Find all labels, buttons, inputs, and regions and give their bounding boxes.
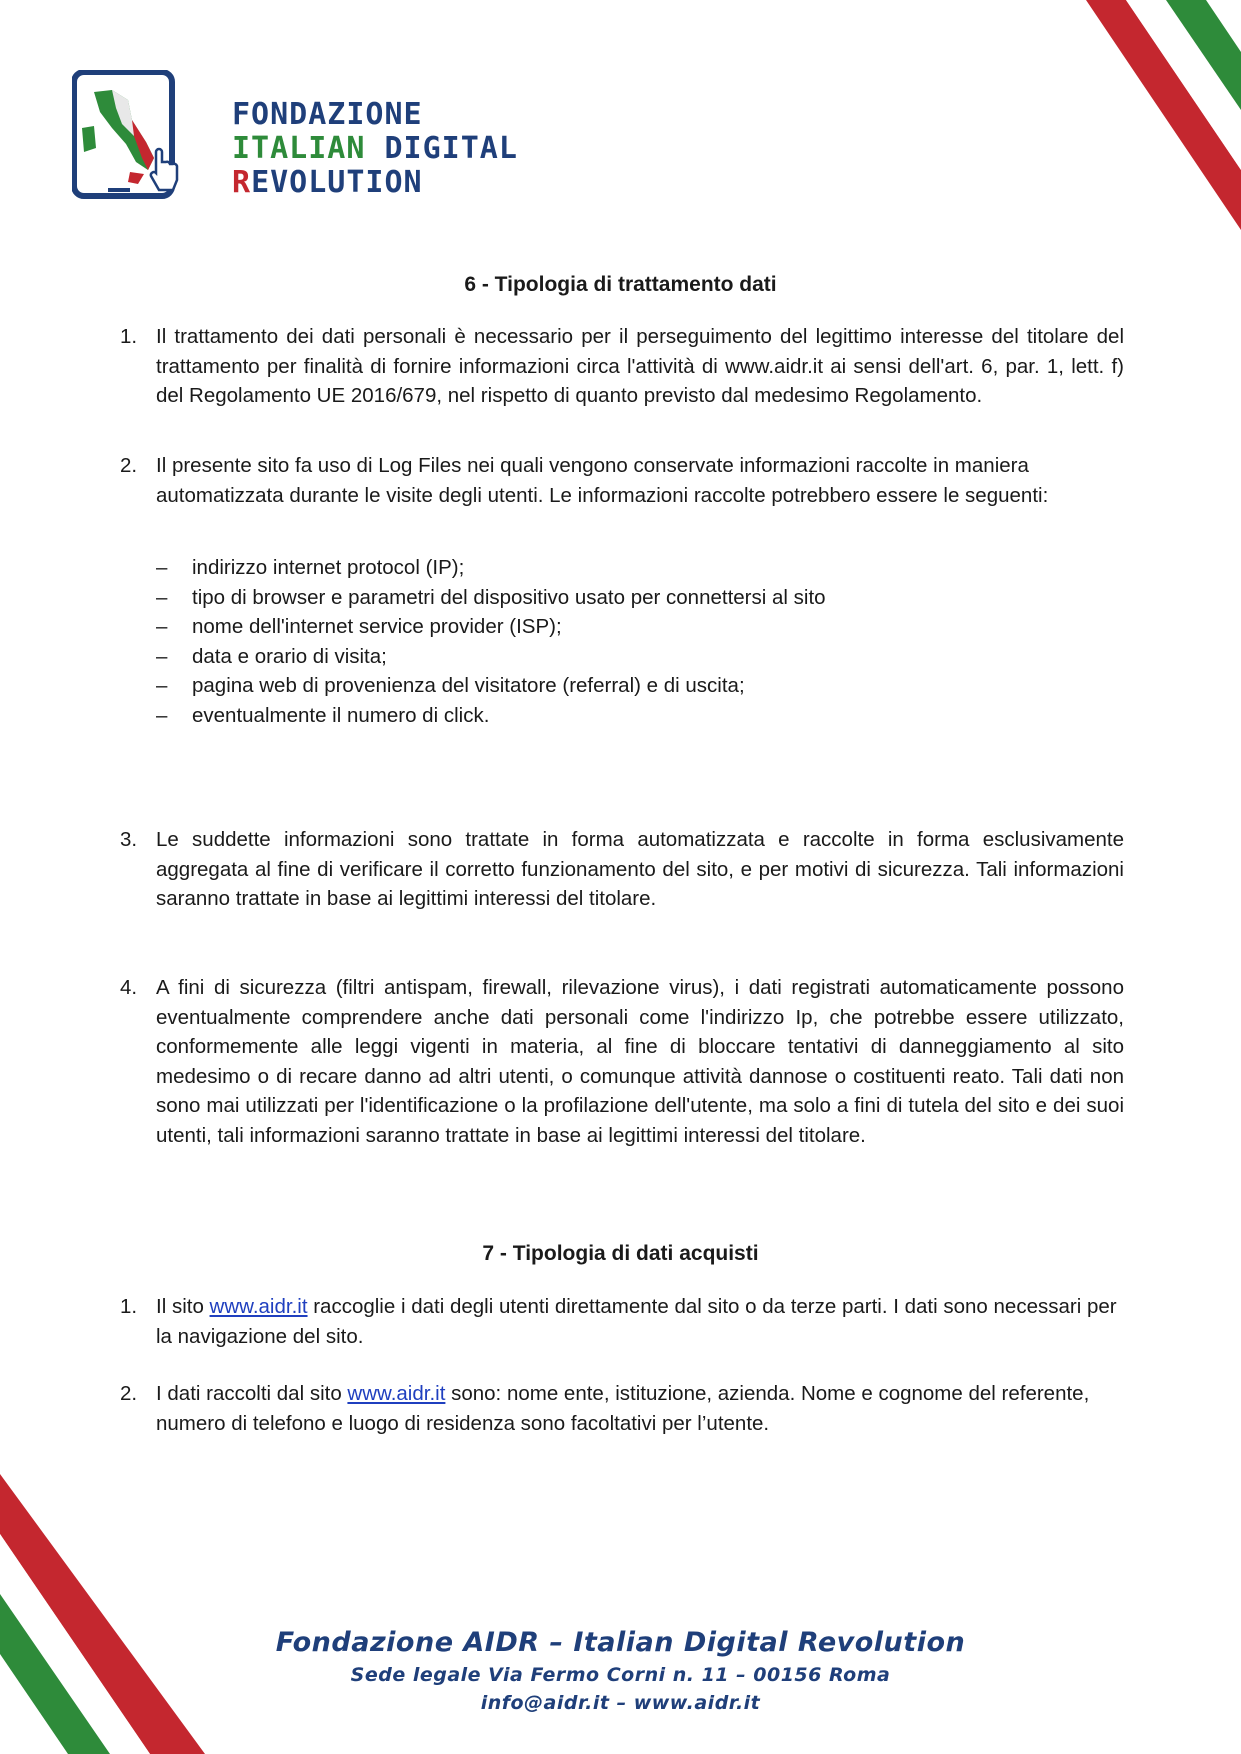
- bullet-item: [156, 612, 1116, 642]
- dash-icon: –: [156, 615, 168, 638]
- list-item-text: [156, 1379, 1124, 1438]
- bullet-text: nome dell'internet service provider (ISP);: [192, 615, 562, 638]
- list-number: 4.: [120, 976, 138, 999]
- bullet-item: [156, 671, 1116, 701]
- list-item: [120, 973, 1124, 1150]
- bullet-text: data e orario di visita;: [192, 644, 387, 668]
- list-item: [120, 451, 1124, 510]
- text-segment: I dati raccolti dal sito: [156, 1382, 348, 1405]
- logo-text-digital: DIGITAL: [384, 131, 518, 166]
- section-6-title: 6 - Tipologia di trattamento dati: [464, 273, 777, 296]
- list-item: [120, 825, 1124, 914]
- bullet-item: [156, 583, 1116, 613]
- text-segment: Il sito: [156, 1295, 210, 1318]
- list-number: 2.: [120, 1382, 138, 1405]
- list-number: 2.: [120, 454, 138, 477]
- bullet-text: indirizzo internet protocol (IP);: [192, 556, 465, 579]
- bullet-item: [156, 553, 1116, 583]
- logo-text-r: R: [232, 165, 252, 200]
- list-item-text: [156, 1292, 1124, 1351]
- bullet-text: pagina web di provenienza del visitatore (referral) e di uscita;: [192, 674, 745, 697]
- dash-icon: –: [156, 644, 168, 668]
- dash-icon: –: [156, 674, 168, 697]
- list-item-text: Il presente sito fa uso di Log Files nei quali vengono conservate informazioni raccolte in maniera automatizzata durante le visite degli utenti. Le informazioni raccolte potrebbero essere le seguenti:: [156, 454, 1049, 507]
- bullet-list: [156, 553, 1116, 730]
- logo-text-revolution: [232, 166, 423, 200]
- logo-text-italian: ITALIAN: [232, 131, 385, 166]
- logo-text-italian-digital: [232, 132, 518, 166]
- text-segment: raccoglie i dati degli utenti direttamente dal sito o da terze parti. I dati sono necessari per la navigazione del sito.: [156, 1295, 1117, 1348]
- bullet-item: [156, 642, 1116, 672]
- footer-address: Sede legale Via Fermo Corni n. 11 – 00156 Roma: [350, 1664, 891, 1686]
- bullet-text: tipo di browser e parametri del dispositivo usato per connettersi al sito: [192, 585, 826, 609]
- logo-text-fondazione: FONDAZIONE: [232, 97, 423, 132]
- list-number: 3.: [120, 828, 138, 851]
- footer-organization-name: Fondazione AIDR – Italian Digital Revolution: [275, 1627, 966, 1658]
- list-item: [120, 1292, 1124, 1351]
- footer-contacts: info@aidr.it – www.aidr.it: [480, 1692, 761, 1714]
- list-item-text: A fini di sicurezza (filtri antispam, firewall, rilevazione virus), i dati registrati automaticamente possono eventualmente comprendere anche dati personali come l'indirizzo Ip, che potrebbe essere utilizzato, conformemente alle leggi vigenti in materia, al fine di bloccare tentativi di danneggiamento al sito medesimo o di recare danno ad altri utenti, o comunque attività dannose o costituenti reato. Tali dati non sono mai utilizzati per l'identificazione o la profilazione dell'utente, ma solo a fini di tutela del sito e dei suoi utenti, tali informazioni saranno trattate in base ai legittimi interessi del titolare.: [156, 976, 1124, 1147]
- list-item: [120, 322, 1124, 411]
- bullet-item: [156, 701, 1116, 731]
- list-number: 1.: [120, 1295, 138, 1318]
- dash-icon: –: [156, 585, 168, 609]
- aidr-link[interactable]: www.aidr.it: [209, 1295, 308, 1318]
- dash-icon: –: [156, 556, 168, 579]
- text-segment: sono: nome ente, istituzione, azienda. Nome e cognome del referente, numero di telefono e luogo di residenza sono facoltativi per l’utente.: [156, 1382, 1090, 1435]
- bullet-text: eventualmente il numero di click.: [192, 703, 490, 727]
- list-number: 1.: [120, 325, 138, 348]
- dash-icon: –: [156, 703, 168, 727]
- italy-tablet-logo-icon: [72, 70, 200, 230]
- list-item: [120, 1379, 1124, 1438]
- logo-text-evolution: EVOLUTION: [251, 165, 423, 200]
- list-item-text: Le suddette informazioni sono trattate in forma automatizzata e raccolte in forma esclusivamente aggregata al fine di verificare il corretto funzionamento del sito, e per motivi di sicurezza. Tali informazioni saranno trattate in base ai legittimi interessi del titolare.: [156, 828, 1124, 910]
- section-7-title: 7 - Tipologia di dati acquisti: [482, 1242, 759, 1265]
- list-item-text: Il trattamento dei dati personali è necessario per il perseguimento del legittimo interesse del titolare del trattamento per finalità di fornire informazioni circa l'attività di www.aidr.it ai sensi dell'art. 6, par. 1, lett. f) del Regolamento UE 2016/679, nel rispetto di quanto previsto dal medesimo Regolamento.: [156, 325, 1124, 407]
- tricolor-stripe-top-right: [941, 0, 1241, 280]
- aidr-link[interactable]: www.aidr.it: [347, 1382, 446, 1405]
